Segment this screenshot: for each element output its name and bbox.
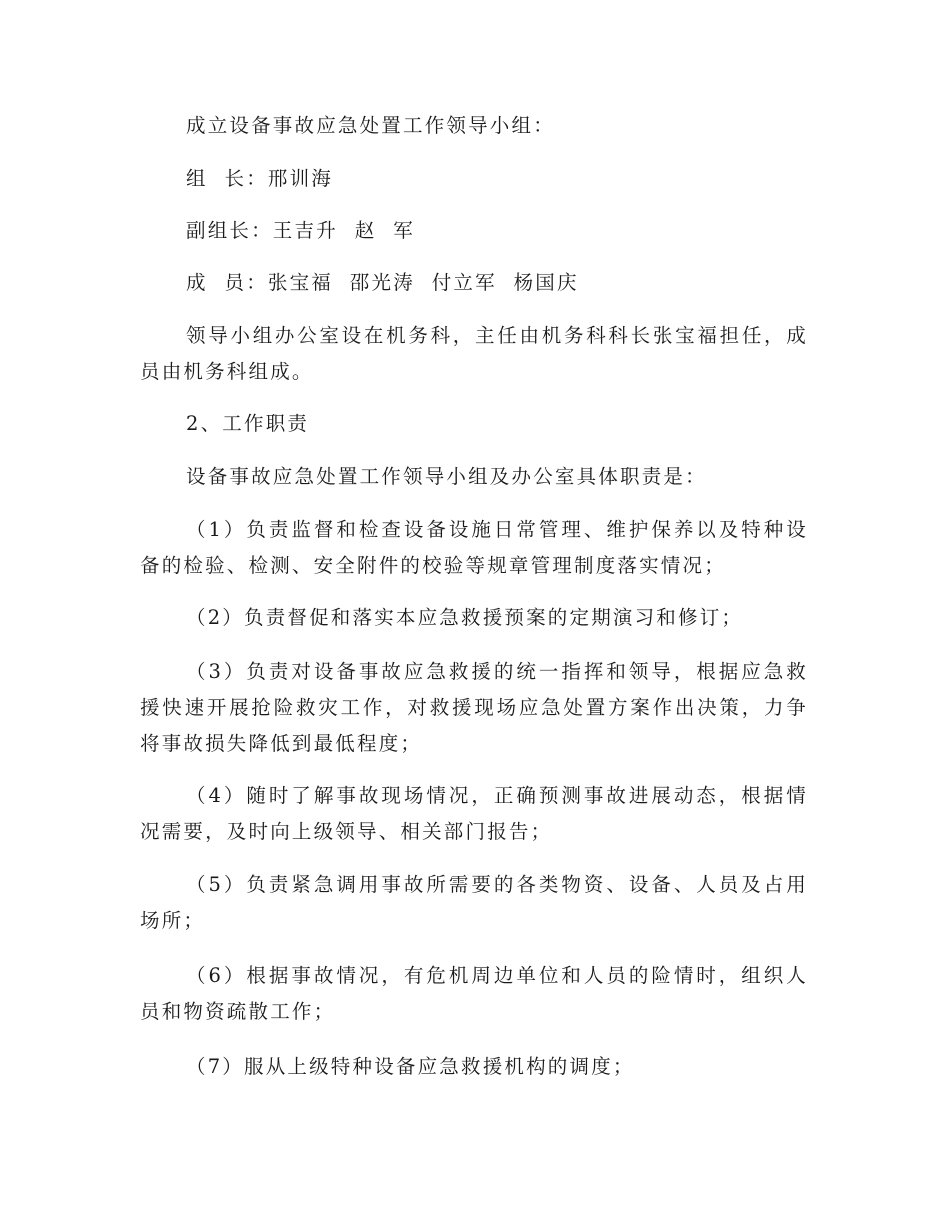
paragraph-intro: 成立设备事故应急处置工作领导小组： [186,114,555,137]
paragraph-members: 成 员：张宝福 邵光涛 付立军 杨国庆 [186,271,579,294]
duty-item-7: （7）服从上级特种设备应急救援机构的调度； [186,1055,635,1078]
paragraph-team-leader: 组 长：邢训海 [186,167,333,190]
paragraph-deputy-leader: 副组长：王吉升 赵 军 [186,219,415,242]
paragraph-duties-intro: 设备事故应急处置工作领导小组及办公室具体职责是： [186,465,707,488]
section-heading-duties: 2、工作职责 [186,412,310,435]
paragraph-office: 领导小组办公室设在机务科，主任由机务科科长张宝福担任，成员由机务科组成。 [140,324,808,383]
duty-item-4: （4）随时了解事故现场情况，正确预测事故进展动态，根据情况需要，及时向上级领导、相关部门报告； [140,784,808,843]
duty-item-2: （2）负责督促和落实本应急救援预案的定期演习和修订； [186,606,744,629]
duty-item-5: （5）负责紧急调用事故所需要的各类物资、设备、人员及占用场所； [140,873,808,932]
duty-item-6: （6）根据事故情况，有危机周边单位和人员的险情时，组织人员和物资疏散工作； [140,964,808,1023]
duty-item-3: （3）负责对设备事故应急救援的统一指挥和领导，根据应急救援快速开展抢险救灾工作，对救援现场应急处置方案作出决策，力争将事故损失降低到最低程度； [140,660,808,755]
duty-item-1: （1）负责监督和检查设备设施日常管理、维护保养以及特种设备的检验、检测、安全附件的校验等规章管理制度落实情况； [140,518,808,577]
